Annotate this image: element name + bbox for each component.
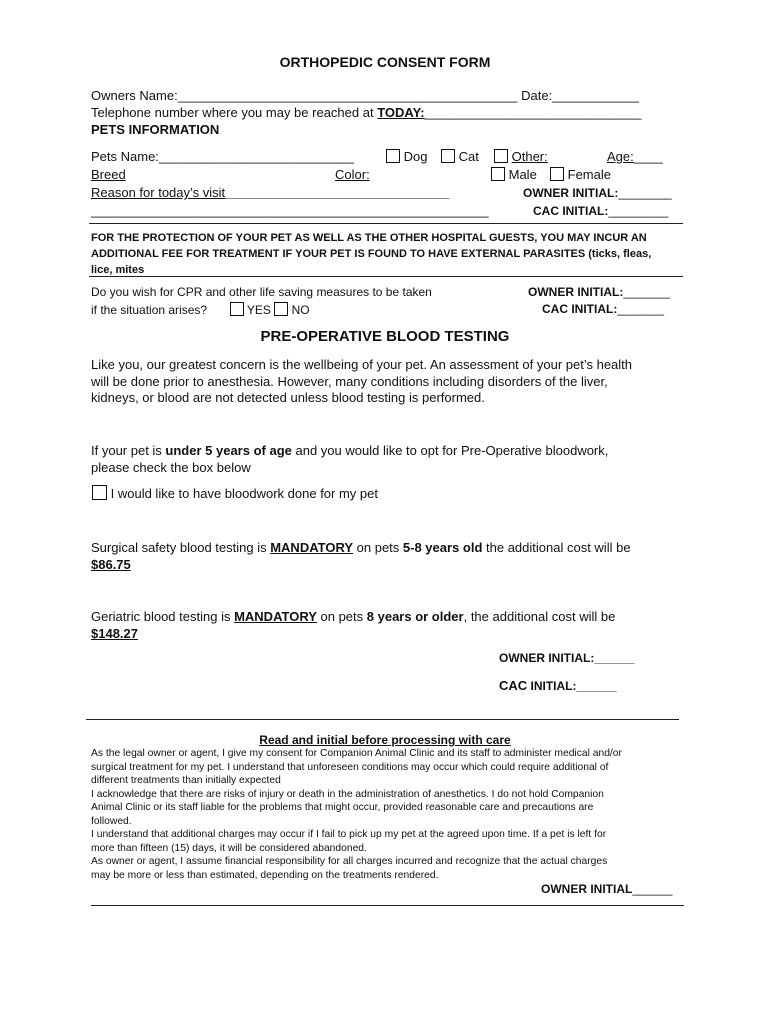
other-checkbox[interactable] [494,149,508,163]
parasite-notice-line-3: lice, mites [91,264,145,276]
date-label: Date: [521,88,553,103]
cat-option [441,149,479,164]
pets-information-heading: PETS INFORMATION [91,122,220,137]
male-option [491,167,537,182]
under5-line-1 [91,442,608,459]
telephone-field[interactable]: ______________________________ [424,105,642,120]
pets-name-label: Pets Name: [91,149,159,164]
cac-initial-3-cac: CAC [499,678,528,693]
female-option [550,167,611,182]
owners-name-field[interactable]: _______________________________________________ [177,88,518,103]
cac-initial-2-field[interactable]: _______ [617,302,665,316]
cac-initial-1-label: CAC INITIAL: [533,204,609,218]
age-field[interactable]: ____ [633,149,663,164]
reason-line-2[interactable]: _______________________________________________________ [91,203,489,218]
owners-name-label: Owners Name: [91,88,178,103]
owner-initial-2-label: OWNER INITIAL: [528,285,624,299]
cpr-question-line-2 [91,302,310,317]
blood-intro-line-3: kidneys, or blood are not detected unless blood testing is performed. [91,390,485,405]
consent-text [91,747,622,882]
parasite-notice-line-2: ADDITIONAL FEE FOR TREATMENT IF YOUR PET IS FOUND TO HAVE EXTERNAL PARASITES (ticks, fleas, [91,248,652,260]
no-checkbox[interactable] [274,302,288,316]
reason-row [91,185,449,200]
bloodwork-checkbox-label: I would like to have bloodwork done for my pet [110,486,378,501]
species-options [386,149,427,164]
no-label: NO [291,303,310,317]
surgical-age: 5-8 years old [402,540,483,555]
geriatric-post: , the additional cost will be [463,609,616,624]
bloodwork-option [92,485,378,501]
read-heading: Read and initial before processing with care [259,733,511,747]
other-label: Other: [511,149,548,164]
geriatric-age: 8 years or older [366,609,464,624]
under5-paragraph [91,442,608,476]
cpr-question-text: if the situation arises? [91,303,208,317]
geriatric-line-1 [91,608,615,625]
blood-intro-line-1: Like you, our greatest concern is the wellbeing of your pet. An assessment of your pet’s health [91,357,633,372]
consent-line: I acknowledge that there are risks of injury or death in the administration of anesthetics. I do not hold Companion [91,788,604,800]
consent-line: may be more or less than estimated, depending on the treatments rendered. [91,869,439,881]
consent-line: followed. [91,815,132,827]
today-label: TODAY: [377,105,425,120]
owners-name-row [91,88,639,103]
under5-line-2: please check the box below [91,460,251,475]
owner-initial-3-label: OWNER INITIAL: [499,651,595,665]
age-label: Age: [607,149,634,164]
cpr-question-line-1: Do you wish for CPR and other life saving measures to be taken [91,285,432,299]
consent-line: As owner or agent, I assume financial responsibility for all charges incurred and recognize that the actual charges [91,856,608,867]
divider-4 [91,905,684,906]
surgical-mandatory: MANDATORY [270,540,354,555]
consent-line: As the legal owner or agent, I give my consent for Companion Animal Clinic and its staff to administer medical and/or [91,748,622,759]
reason-field[interactable]: _______________________________ [225,185,450,200]
cat-label: Cat [458,149,479,164]
male-checkbox[interactable] [491,167,505,181]
consent-line: more than fifteen (15) days, it will be considered abandoned. [91,842,367,854]
male-label: Male [508,167,537,182]
consent-line: different treatments than initially expected [91,775,281,786]
owner-initial-2 [528,285,670,299]
female-label: Female [567,167,611,182]
consent-line: Animal Clinic or its staff liable for the problems that might occur, provided reasonable care and precautions are [91,802,594,813]
geriatric-mid: on pets [316,609,367,624]
breed-label: Breed [91,167,126,182]
geriatric-paragraph [91,608,615,642]
blood-testing-heading: PRE-OPERATIVE BLOOD TESTING [260,328,510,345]
cat-checkbox[interactable] [441,149,455,163]
yes-label: YES [246,303,271,317]
owner-initial-2-field[interactable]: _______ [623,285,671,299]
pets-name-row [91,149,354,164]
breed-row [91,167,336,182]
surgical-mid: on pets [353,540,403,555]
cac-initial-3 [499,677,617,695]
owner-initial-1-field[interactable]: ________ [618,186,672,200]
reason-label: Reason for today’s visit [91,185,226,200]
divider-3 [86,719,679,720]
geriatric-price: $148.27 [91,626,138,641]
dog-checkbox[interactable] [386,149,400,163]
blood-intro-line-2: will be done prior to anesthesia. However, many conditions including disorders of the liver, [91,373,608,389]
divider-1 [89,223,683,224]
consent-line: surgical treatment for my pet. I understand that unforeseen conditions may occur which could require additional of [91,761,609,773]
parasite-notice-line-1: FOR THE PROTECTION OF YOUR PET AS WELL AS THE OTHER HOSPITAL GUESTS, YOU MAY INCUR AN [91,232,647,244]
under5-bold: under 5 years of age [165,443,292,458]
age-row [607,149,663,164]
geriatric-pre: Geriatric blood testing is [91,609,235,624]
under5-pre: If your pet is [91,443,166,458]
surgical-paragraph [91,539,631,573]
other-option [494,149,584,164]
owner-initial-4-label: OWNER INITIAL [541,882,633,896]
owner-initial-1 [523,186,672,200]
owner-initial-4-field[interactable]: ______ [632,882,673,896]
owner-initial-1-label: OWNER INITIAL: [523,186,619,200]
bloodwork-checkbox[interactable] [92,485,107,500]
female-checkbox[interactable] [550,167,564,181]
pets-name-field[interactable]: ___________________________ [158,149,355,164]
color-label: Color: [335,167,370,182]
form-title: ORTHOPEDIC CONSENT FORM [279,54,491,70]
dog-label: Dog [403,149,428,164]
surgical-line-1 [91,539,631,556]
color-row [335,167,488,182]
divider-2 [89,276,683,277]
geriatric-mandatory: MANDATORY [234,609,317,624]
surgical-price: $86.75 [91,557,131,572]
cac-initial-1 [533,204,668,218]
cac-initial-1-field[interactable]: _________ [608,204,669,218]
telephone-row [91,105,642,120]
owner-initial-3 [499,651,634,665]
telephone-label: Telephone number where you may be reached at [91,105,374,120]
cac-initial-3-field[interactable]: ______ [576,679,617,693]
surgical-pre: Surgical safety blood testing is [91,540,271,555]
yes-checkbox[interactable] [230,302,244,316]
under5-post: and you would like to opt for Pre-Operative bloodwork, [291,443,609,458]
cac-initial-2-label: CAC INITIAL: [542,302,618,316]
consent-line: I understand that additional charges may occur if I fail to pick up my pet at the agreed upon time. If a pet is left for [91,829,607,840]
cac-initial-2 [542,302,664,316]
cac-initial-3-label: INITIAL: [527,679,577,693]
owner-initial-3-field[interactable]: ______ [594,651,635,665]
blood-intro [91,357,632,407]
date-field[interactable]: ____________ [552,88,639,103]
owner-initial-4 [541,882,672,896]
surgical-post: the additional cost will be [482,540,631,555]
parasite-notice [91,230,651,278]
